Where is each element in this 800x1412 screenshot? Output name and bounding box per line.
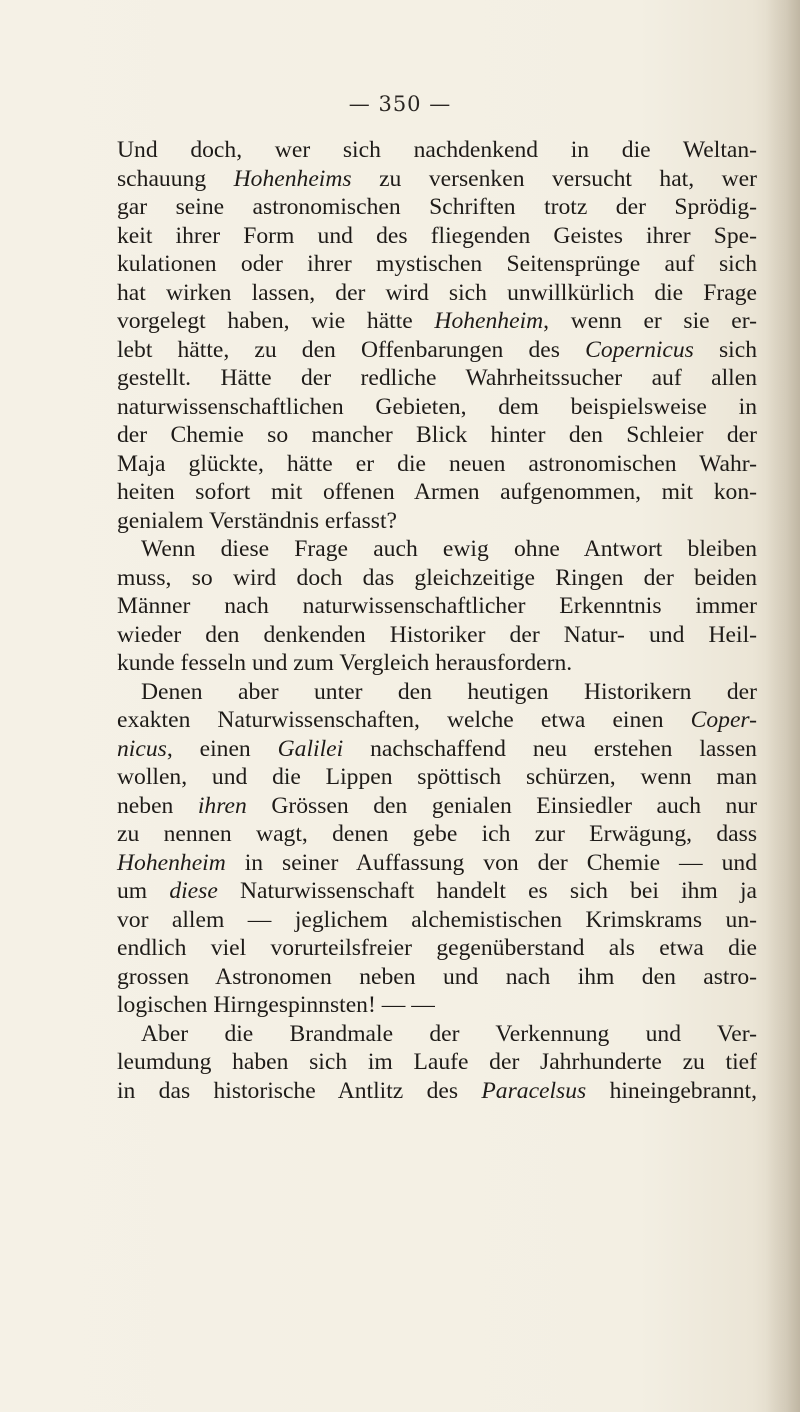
page-number: — 350 — [348, 92, 452, 116]
text-line [117, 592, 757, 621]
text-segment: logischen Hirngespinnsten! — — [117, 992, 435, 1018]
text-segment: wieder den denkenden Historiker der Natur- und Heil- [117, 621, 757, 648]
italic-name: Hohenheim [434, 308, 544, 334]
text-line [117, 963, 757, 992]
text-segment: Grössen den genialen Einsiedler auch nur [246, 792, 757, 819]
text-segment: leumdung haben sich im Laufe der Jahrhunderte zu tief [117, 1049, 757, 1075]
text-segment: kunde fesseln und zum Vergleich herausfordern. [117, 650, 573, 676]
text-line [117, 792, 757, 821]
text-segment: Naturwissenschaft handelt es sich bei ihm ja [217, 878, 757, 904]
text-line [117, 193, 757, 222]
text-line [117, 564, 757, 593]
italic-name: Copernicus [585, 336, 694, 363]
text-segment: um [117, 878, 170, 904]
text-segment: Aber die Brandmale der Verkennung und Ver- [141, 1020, 757, 1047]
text-segment: vor allem — jeglichem alchemistischen Krimskrams un- [117, 906, 757, 933]
text-line [117, 877, 757, 906]
text-segment: zu versenken versucht hat, wer [351, 165, 758, 192]
text-segment: Wenn diese Frage auch ewig ohne Antwort bleiben [141, 536, 757, 562]
text-line [117, 763, 757, 792]
text-segment: heiten sofort mit offenen Armen aufgenommen, mit kon- [117, 479, 757, 505]
text-line [117, 735, 757, 764]
text-segment: hineingebrannt, [586, 1077, 757, 1104]
text-line [117, 621, 757, 650]
text-line [117, 393, 757, 422]
text-segment: genialem Verständnis erfasst? [117, 507, 397, 534]
text-segment: zu nennen wagt, denen gebe ich zur Erwägung, dass [117, 821, 757, 847]
italic-name: Coper- [690, 707, 757, 733]
text-segment: , wenn er sie er- [543, 308, 757, 334]
text-segment: lebt hätte, zu den Offenbarungen des [117, 336, 586, 363]
italic-name: Galilei [277, 735, 344, 762]
text-segment: kulationen oder ihrer mystischen Seitensprünge auf sich [117, 251, 757, 277]
page-edge-shadow [766, 0, 800, 1412]
text-line [117, 279, 757, 308]
text-line [117, 307, 757, 336]
text-segment: vorgelegt haben, wie hätte [117, 308, 435, 334]
italic-name: ihren [197, 792, 247, 819]
text-segment: muss, so wird doch das gleichzeitige Ringen der beiden [117, 564, 757, 591]
text-line [117, 706, 757, 735]
text-segment: Männer nach naturwissenschaftlicher Erkenntnis immer [117, 593, 757, 619]
text-line [117, 1048, 757, 1077]
text-line [117, 507, 757, 536]
text-line [117, 1020, 757, 1049]
text-line [117, 906, 757, 935]
text-line [117, 165, 757, 194]
text-segment: der Chemie so mancher Blick hinter den Schleier der [117, 422, 757, 448]
text-segment: nachschaffend neu erstehen lassen [343, 735, 757, 762]
text-line [117, 450, 757, 479]
italic-name: Hohenheim [117, 849, 226, 876]
text-segment: neben [117, 792, 198, 819]
text-segment: endlich viel vorurteilsfreier gegenüberstand als etwa die [117, 935, 757, 961]
text-segment: Und doch, wer sich nachdenkend in die Weltan- [117, 137, 757, 163]
text-line [117, 849, 757, 878]
italic-name: nicus [117, 735, 167, 762]
text-line [117, 649, 757, 678]
italic-name: diese [169, 878, 218, 904]
italic-name: Hohenheims [233, 165, 352, 192]
text-line [117, 250, 757, 279]
text-line [117, 678, 757, 707]
italic-name: Paracelsus [481, 1077, 587, 1104]
text-segment: keit ihrer Form und des fliegenden Geistes ihrer Spe- [117, 222, 757, 249]
text-line [117, 1077, 757, 1106]
body-text [117, 136, 757, 1105]
text-segment: gestellt. Hätte der redliche Wahrheitssucher auf allen [117, 365, 757, 391]
text-line [117, 535, 757, 564]
text-line [117, 991, 757, 1020]
text-segment: hat wirken lassen, der wird sich unwillkürlich die Frage [117, 279, 757, 306]
text-line [117, 336, 757, 365]
text-segment: exakten Naturwissenschaften, welche etwa einen [117, 707, 691, 733]
text-segment: Denen aber unter den heutigen Historikern der [141, 678, 757, 705]
text-line [117, 478, 757, 507]
text-line [117, 820, 757, 849]
text-segment: in das historische Antlitz des [117, 1077, 482, 1104]
text-segment: sich [693, 336, 758, 363]
text-segment: , einen [166, 735, 278, 762]
text-segment: naturwissenschaftlichen Gebieten, dem beispielsweise in [117, 393, 757, 420]
text-line [117, 222, 757, 251]
text-segment: wollen, und die Lippen spöttisch schürzen, wenn man [117, 764, 757, 790]
text-segment: Maja glückte, hätte er die neuen astronomischen Wahr- [117, 450, 757, 477]
text-segment: schauung [117, 165, 234, 192]
text-segment: grossen Astronomen neben und nach ihm den astro- [117, 963, 757, 990]
text-line [117, 421, 757, 450]
text-line [117, 364, 757, 393]
text-segment: in seiner Auffassung von der Chemie — und [225, 849, 757, 876]
text-segment: gar seine astronomischen Schriften trotz der Sprödig- [117, 194, 757, 220]
text-line [117, 136, 757, 165]
text-line [117, 934, 757, 963]
